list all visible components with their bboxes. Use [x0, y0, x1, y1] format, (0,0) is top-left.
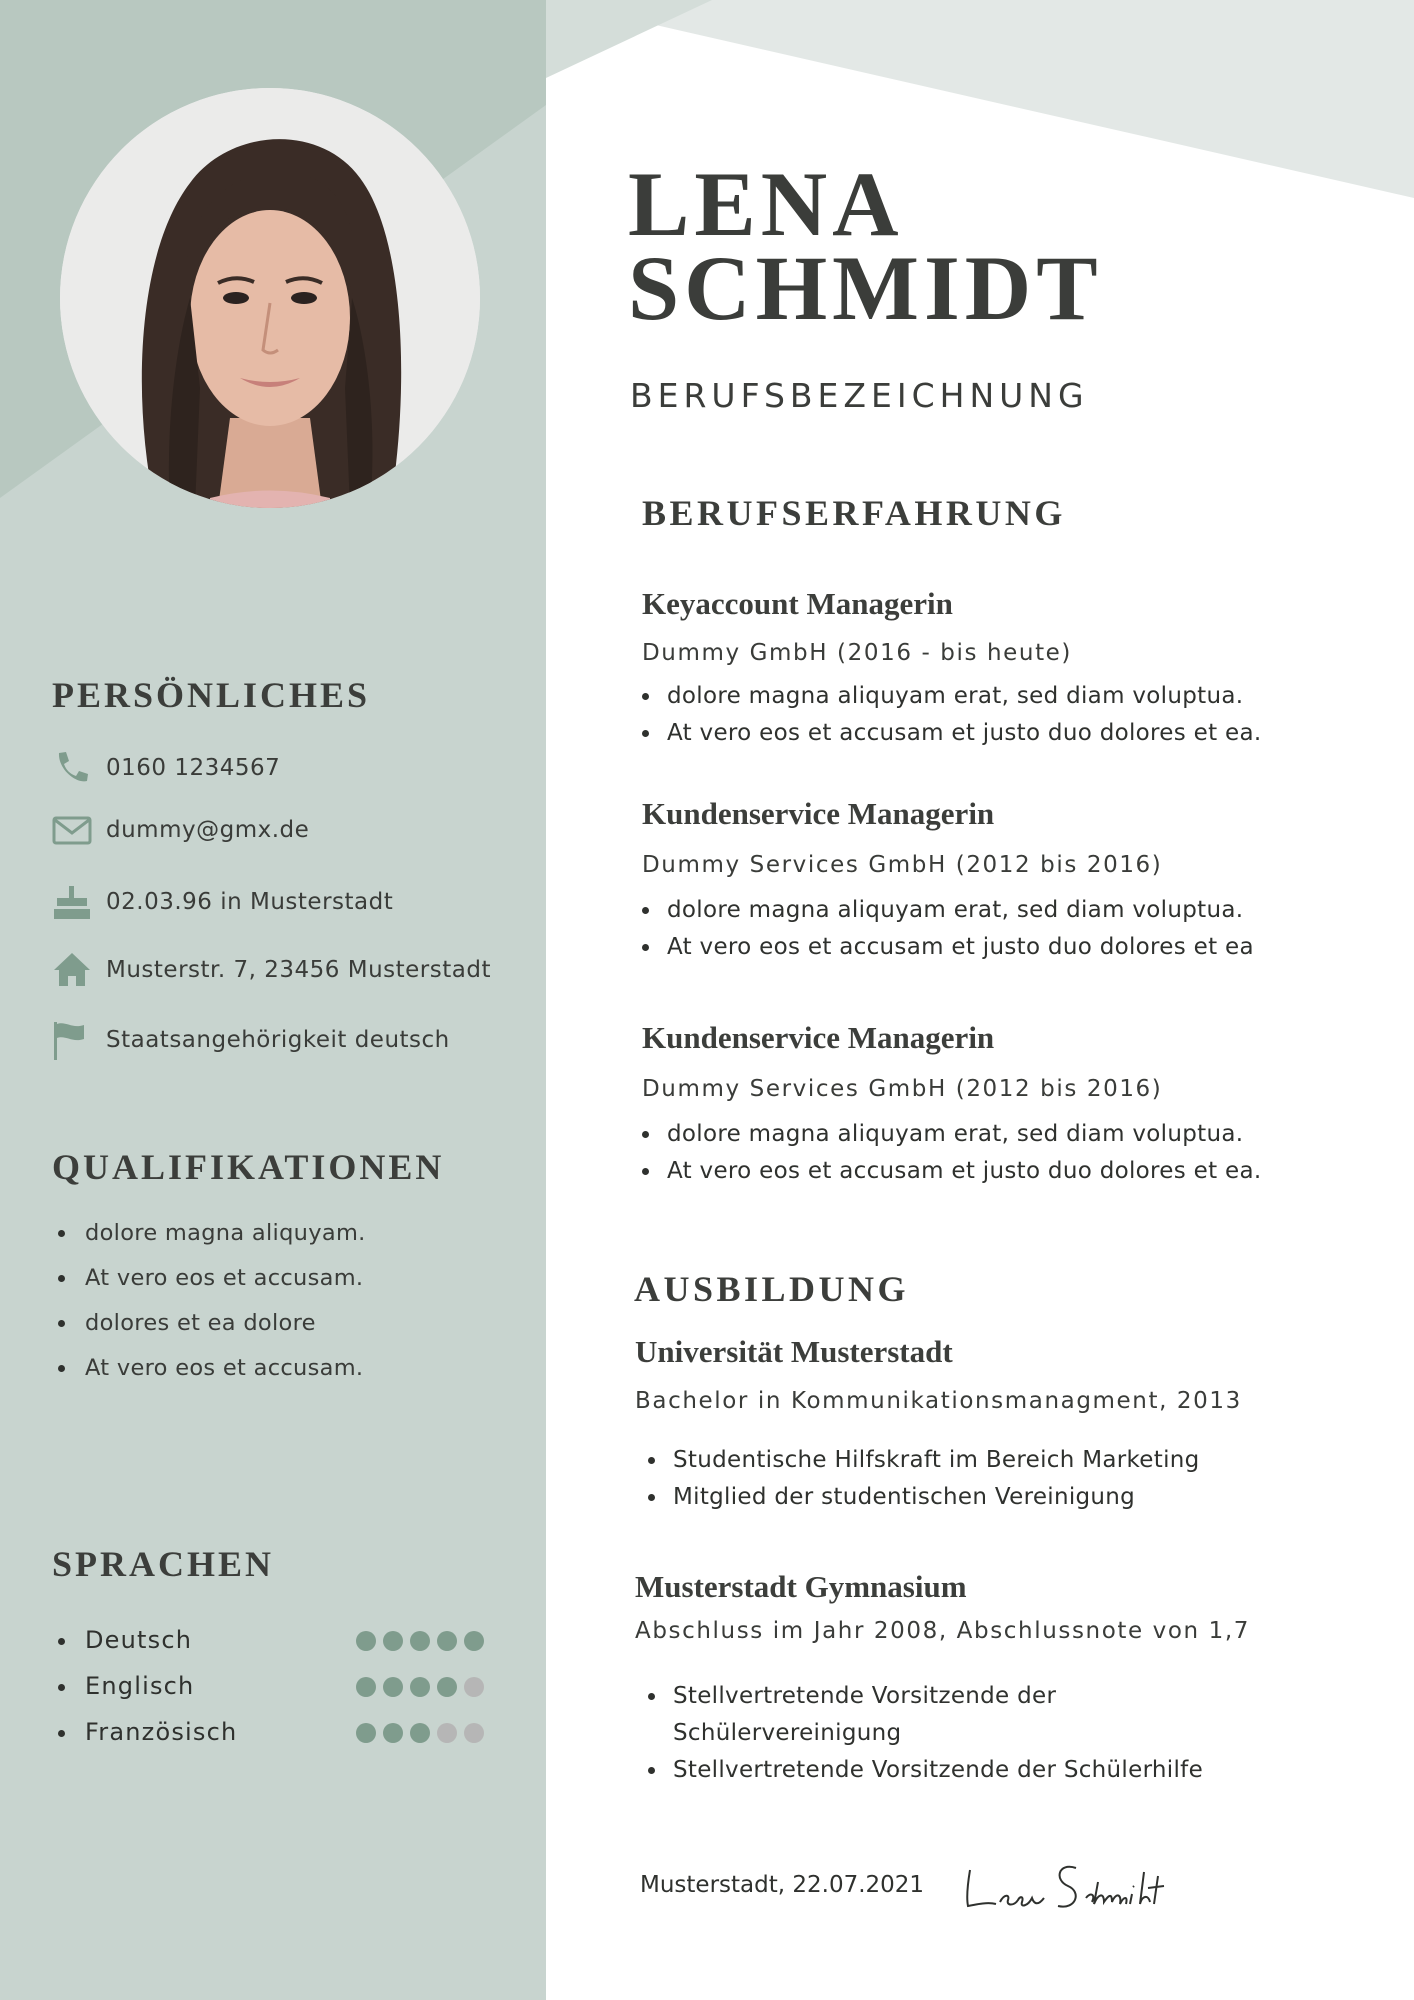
experience-bullets — [640, 678, 1261, 752]
level-dot-filled — [410, 1723, 430, 1743]
contact-address: Musterstr. 7, 23456 Musterstadt — [52, 948, 491, 992]
level-dot-empty — [464, 1677, 484, 1697]
list-item: dolore magna aliquyam erat, sed diam voluptua. — [640, 892, 1254, 929]
language-level — [356, 1723, 484, 1743]
experience-company: Dummy GmbH (2016 - bis heute) — [642, 640, 1073, 666]
flag-icon — [52, 1020, 92, 1060]
first-name: LENA — [628, 153, 904, 255]
education-degree: Abschluss im Jahr 2008, Abschlussnote von 1,7 — [635, 1618, 1251, 1644]
level-dot-filled — [383, 1723, 403, 1743]
level-dot-filled — [410, 1677, 430, 1697]
experience-company: Dummy Services GmbH (2012 bis 2016) — [642, 1076, 1163, 1102]
list-item: At vero eos et accusam et justo duo dolores et ea — [640, 929, 1254, 966]
contact-email: dummy@gmx.de — [52, 808, 309, 852]
list-item: At vero eos et accusam. — [58, 1353, 366, 1398]
education-title: Musterstadt Gymnasium — [635, 1569, 967, 1604]
language-name: Englisch — [85, 1672, 195, 1700]
education-bullets — [646, 1442, 1200, 1516]
education-bullets — [646, 1678, 1203, 1789]
contact-phone: 0160 1234567 — [52, 746, 280, 790]
phone-icon — [52, 748, 92, 788]
name-block — [628, 153, 1103, 339]
experience-title: Kundenservice Managerin — [642, 796, 995, 831]
language-level — [356, 1631, 484, 1651]
list-item: Stellvertretende Vorsitzende der Schülerhilfe — [646, 1752, 1203, 1789]
qualifications-heading: QUALIFIKATIONEN — [52, 1147, 445, 1187]
level-dot-filled — [383, 1631, 403, 1651]
mail-icon — [52, 810, 92, 850]
list-item: Studentische Hilfskraft im Bereich Marketing — [646, 1442, 1200, 1479]
bullet — [58, 1730, 65, 1737]
language-row — [58, 1626, 488, 1666]
list-item: dolore magna aliquyam erat, sed diam voluptua. — [640, 1116, 1261, 1153]
contact-birthday: 02.03.96 in Musterstadt — [52, 880, 393, 924]
level-dot-filled — [356, 1723, 376, 1743]
languages-heading: SPRACHEN — [52, 1544, 275, 1584]
level-dot-empty — [464, 1723, 484, 1743]
experience-title: Kundenservice Managerin — [642, 1020, 995, 1055]
list-item: dolore magna aliquyam. — [58, 1218, 366, 1263]
signature — [958, 1852, 1178, 1922]
language-row — [58, 1718, 488, 1758]
bullet — [58, 1638, 65, 1645]
language-row — [58, 1672, 488, 1712]
level-dot-empty — [437, 1723, 457, 1743]
list-item: At vero eos et accusam. — [58, 1263, 366, 1308]
experience-heading: BERUFSERFAHRUNG — [642, 493, 1066, 533]
level-dot-filled — [464, 1631, 484, 1651]
education-degree: Bachelor in Kommunikationsmanagment, 2013 — [635, 1388, 1242, 1414]
list-item: At vero eos et accusam et justo duo dolores et ea. — [640, 715, 1261, 752]
list-item: dolores et ea dolore — [58, 1308, 366, 1353]
header-shape-soft — [546, 0, 712, 78]
job-title: BERUFSBEZEICHNUNG — [630, 376, 1089, 415]
level-dot-filled — [356, 1677, 376, 1697]
level-dot-filled — [356, 1631, 376, 1651]
education-title: Universität Musterstadt — [635, 1334, 953, 1369]
home-icon — [52, 950, 92, 990]
last-name: SCHMIDT — [628, 237, 1103, 339]
list-item: At vero eos et accusam et justo duo dolores et ea. — [640, 1153, 1261, 1190]
list-item: Mitglied der studentischen Vereinigung — [646, 1479, 1200, 1516]
list-item: dolore magna aliquyam erat, sed diam voluptua. — [640, 678, 1261, 715]
experience-bullets — [640, 1116, 1261, 1190]
experience-bullets — [640, 892, 1254, 966]
place-date: Musterstadt, 22.07.2021 — [640, 1872, 925, 1898]
level-dot-filled — [437, 1631, 457, 1651]
profile-photo — [60, 88, 480, 508]
list-item: Stellvertretende Vorsitzende der Schülervereinigung — [646, 1678, 1203, 1752]
level-dot-filled — [437, 1677, 457, 1697]
birthday-cake-icon — [52, 882, 92, 922]
language-name: Deutsch — [85, 1626, 193, 1654]
language-level — [356, 1677, 484, 1697]
level-dot-filled — [410, 1631, 430, 1651]
experience-company: Dummy Services GmbH (2012 bis 2016) — [642, 852, 1163, 878]
personal-heading: PERSÖNLICHES — [52, 675, 371, 715]
education-heading: AUSBILDUNG — [634, 1269, 910, 1309]
experience-title: Keyaccount Managerin — [642, 586, 953, 621]
qualifications-list — [58, 1218, 366, 1398]
contact-nationality: Staatsangehörigkeit deutsch — [52, 1018, 450, 1062]
language-name: Französisch — [85, 1718, 238, 1746]
level-dot-filled — [383, 1677, 403, 1697]
bullet — [58, 1684, 65, 1691]
